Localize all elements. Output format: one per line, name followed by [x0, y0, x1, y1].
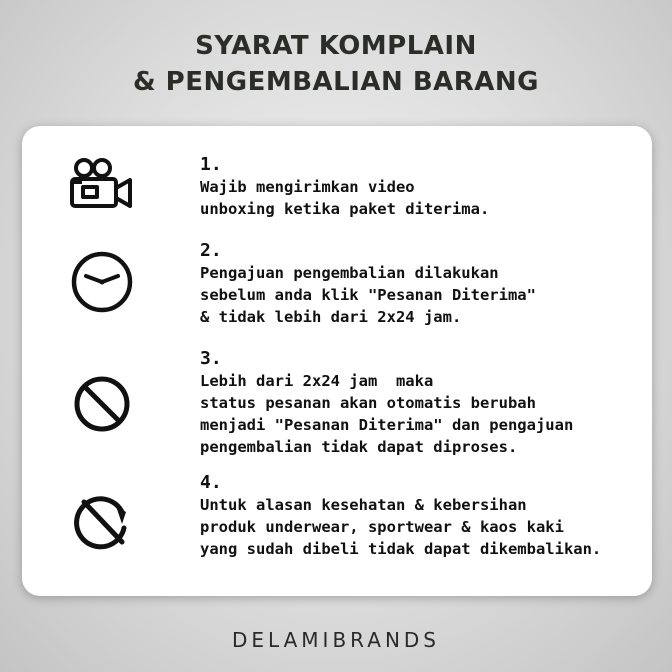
rule-text-line: Pengajuan pengembalian dilakukan — [200, 264, 499, 282]
rule-number: 1. — [200, 154, 222, 175]
clock-icon — [66, 246, 138, 318]
page-title — [0, 28, 672, 100]
rule-text-line: Untuk alasan kesehatan & kebersihan — [200, 496, 527, 514]
rule-text-line: yang sudah dibeli tidak dapat dikembalikan. — [200, 540, 602, 558]
rule-text-line: & tidak lebih dari 2x24 jam. — [200, 308, 462, 326]
rule-number: 3. — [200, 348, 222, 369]
title-line-1: SYARAT KOMPLAIN — [195, 31, 477, 61]
rule-text-line: sebelum anda klik "Pesanan Diterima" — [200, 286, 536, 304]
rule-number: 4. — [200, 472, 222, 493]
rule-text-line: pengembalian tidak dapat diproses. — [200, 438, 518, 456]
no-return-icon — [66, 484, 138, 556]
video-camera-icon — [66, 152, 138, 224]
rules-card — [22, 126, 652, 596]
brand-logo-text: DELAMIBRANDS — [231, 628, 441, 652]
rule-text-line: menjadi "Pesanan Diterima" dan pengajuan — [200, 416, 574, 434]
prohibited-icon — [66, 368, 138, 440]
rule-text-line: Wajib mengirimkan video — [200, 178, 415, 196]
rule-text-line: produk underwear, sportwear & kaos kaki — [200, 518, 564, 536]
rule-text-line: status pesanan akan otomatis berubah — [200, 394, 536, 412]
rule-number: 2. — [200, 240, 222, 261]
rule-text-line: unboxing ketika paket diterima. — [200, 200, 490, 218]
rule-text-line: Lebih dari 2x24 jam maka — [200, 372, 434, 390]
title-line-2: & PENGEMBALIAN BARANG — [132, 67, 540, 97]
